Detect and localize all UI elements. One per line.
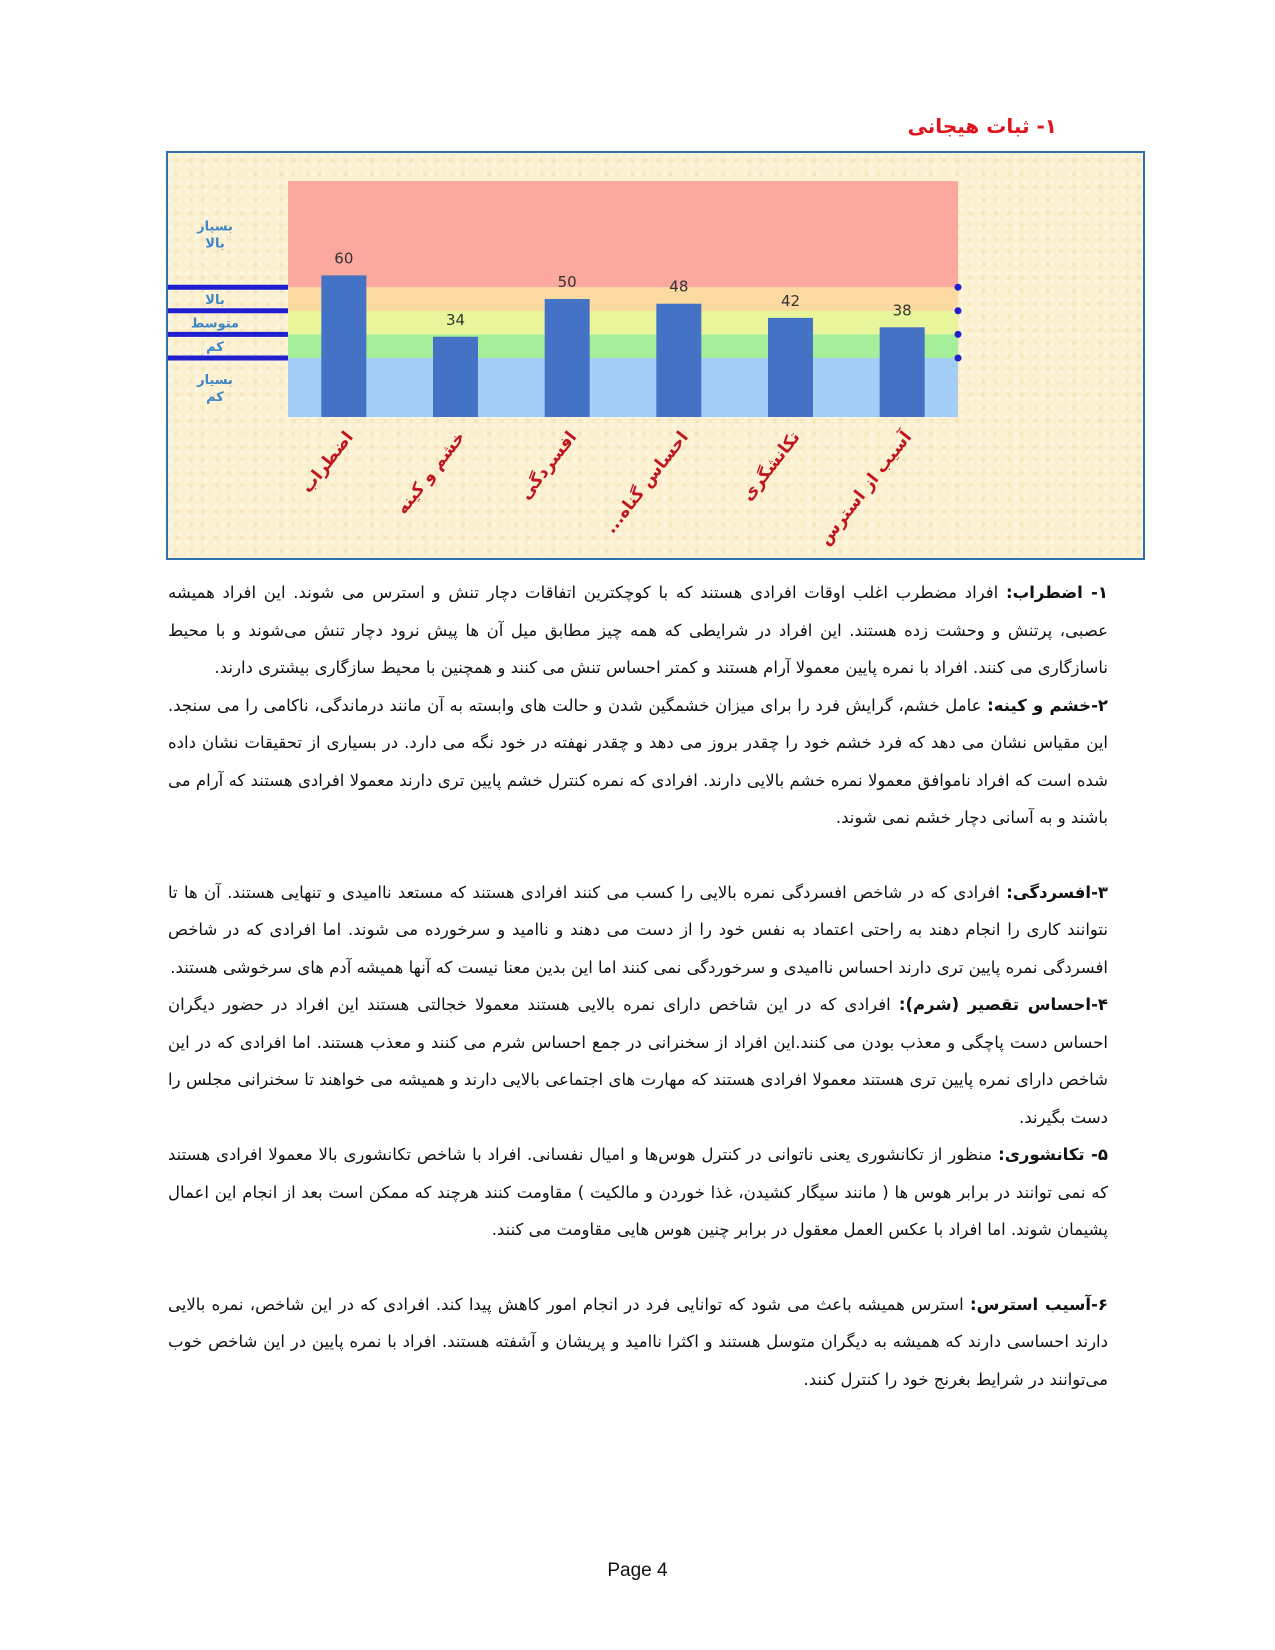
- data-label: 38: [892, 301, 912, 320]
- category-label: اضطراب: [297, 427, 358, 498]
- paragraph-body: استرس همیشه باعث می شود که توانایی فرد در انجام امور کاهش پیدا کند. افرادی که در این شاخص، نمره بالایی دارند احساسی دارند که همیشه به دیگران متوسل هستند و اکثرا ناامید و پریشان و آشفته هستند. افراد با نمره پایین در این شاخص خوب می‌توانند در شرایط بغرنج خود را کنترل کنند.: [168, 1294, 1108, 1389]
- band-label: بالا: [205, 236, 225, 252]
- band-boundary-dot: [955, 331, 962, 338]
- band-boundary-dot: [955, 284, 962, 291]
- data-label: 34: [445, 310, 466, 329]
- paragraph-title: ۲-خشم و کینه:: [987, 695, 1108, 715]
- section-title: ۱- ثبات هیجانی: [907, 114, 1057, 138]
- bar: [768, 318, 813, 417]
- paragraph-body: افرادی که در شاخص افسردگی نمره بالایی را کسب می کنند افرادی هستند که مستعد ناامیدی و تنهایی هستند. آن ها تا نتوانند کاری را انجام دهند به راحتی اعتماد به نفس خود را از دست می دهند و ناامید و سرخورده می شوند. اما افرادی که در شاخص افسردگی نمره پایین تری دارند احساس ناامیدی و سرخوردگی نمی کنند اما این بدین معنا نیست که آنها همیشه آدم های سرخوشی هستند.: [168, 882, 1108, 977]
- category-label: تکانشگری: [737, 427, 805, 506]
- band-1: [288, 334, 958, 358]
- bar: [880, 327, 925, 417]
- paragraph-title: ۶-آسیب استرس:: [969, 1294, 1108, 1314]
- paragraph-body: افراد مضطرب اغلب اوقات افرادی هستند که با کوچکترین اتفاقات دچار تنش و استرس می شوند. این افراد همیشه عصبی، پرتنش و وحشت زده هستند. این افراد در شرایطی که همه چیز مطابق میل آن ها پیش نرود دچار تنش می‌شوند و با محیط ناسازگاری می کنند. افراد با نمره پایین معمولا آرام هستند و کمتر احساس تنش می کنند و همچنین با محیط سازگاری بیشتری دارند.: [168, 583, 1108, 677]
- paragraph-body: منظور از تکانشوری یعنی ناتوانی در کنترل هوس‌ها و امیال نفسانی. افراد با شاخص تکانشوری بالا معمولا افرادی هستند که نمی توانند در برابر هوس ها ( مانند سیگار کشیدن، غذا خوردن و مالکیت ) مقاومت کنند هرچند که ممکن است بعد از انجام این اعمال پشیمان شوند. اما افراد با عکس العمل معقول در برابر چنین هوس هایی مقاومت می کنند.: [168, 1145, 1108, 1239]
- band-label: متوسط: [190, 316, 240, 332]
- band-boundary-dot: [955, 307, 962, 314]
- paragraph-depression: [168, 874, 1108, 987]
- chart-panel: [166, 151, 1145, 560]
- paragraph-impulsivity: [168, 1136, 1108, 1249]
- band-label: بالا: [205, 293, 225, 308]
- band-label: کم: [206, 340, 224, 356]
- data-label: 60: [334, 249, 354, 268]
- data-label: 48: [669, 277, 689, 296]
- data-label: 42: [780, 291, 801, 310]
- band-3: [288, 287, 958, 311]
- paragraph-body: افرادی که در این شاخص دارای نمره بالایی هستند معمولا خجالتی هستند این افراد در حضور دیگران احساس دست پاچگی و معذب بودن می کنند.این افراد از سخنرانی در جمع احساس شرم می کنند و معذب هستند. اما افرادی که در این شاخص دارای نمره پایین تری هستند معمولا افرادی هستند که مهارت های اجتماعی بالایی دارند و همیشه می خواهند تا سخنرانی مجلس را دست بگیرند.: [168, 995, 1108, 1127]
- category-label: آسیب از استرس: [815, 427, 917, 550]
- category-label: خشم و کینه: [392, 427, 470, 519]
- paragraph-body: عامل خشم، گرایش فرد را برای میزان خشمگین شدن و حالت های وابسته به آن مانند درماندگی، ناکامی را می سنجد. این مقیاس نشان می دهد که فرد خشم خود را چقدر بروز می دهد و چقدر نهفته در خود نگه می دارد. در بسیاری از تحقیقات نشان داده شده است که افراد ناموافق معمولا نمره خشم بالایی دارند. افرادی که نمره کنترل خشم پایین تری دارند معمولا افرادی هستند که آرام می باشند و به آسانی دچار خشم نمی شوند.: [168, 695, 1108, 827]
- band-2: [288, 311, 958, 335]
- band-0: [288, 358, 958, 417]
- paragraph-title: ۱- اضطراب:: [1006, 583, 1108, 602]
- paragraph-anxiety: [168, 574, 1108, 687]
- paragraph-title: ۴-احساس تقصیر (شرم):: [898, 995, 1108, 1014]
- bar: [433, 337, 478, 417]
- paragraph-anger: [168, 687, 1108, 837]
- band-boundary-dot: [955, 355, 962, 362]
- paragraph-guilt: [168, 986, 1108, 1136]
- band-label: بسیار: [197, 219, 233, 235]
- bar: [321, 275, 366, 417]
- body-text: [168, 574, 1108, 1398]
- page-number: Page 4: [607, 1560, 668, 1581]
- category-label: احساس گناه...: [600, 427, 693, 538]
- category-label: افسردگی: [515, 427, 582, 504]
- band-4: [288, 181, 958, 287]
- emotional-stability-chart: [168, 153, 1143, 558]
- data-label: 50: [557, 273, 577, 291]
- band-label: بسیار: [197, 373, 233, 388]
- paragraph-stress: [168, 1286, 1108, 1399]
- band-label: کم: [206, 390, 224, 405]
- paragraph-title: ۵- تکانشوری:: [998, 1145, 1108, 1164]
- bar: [545, 299, 590, 417]
- bar: [656, 304, 701, 417]
- paragraph-title: ۳-افسردگی:: [1006, 882, 1108, 902]
